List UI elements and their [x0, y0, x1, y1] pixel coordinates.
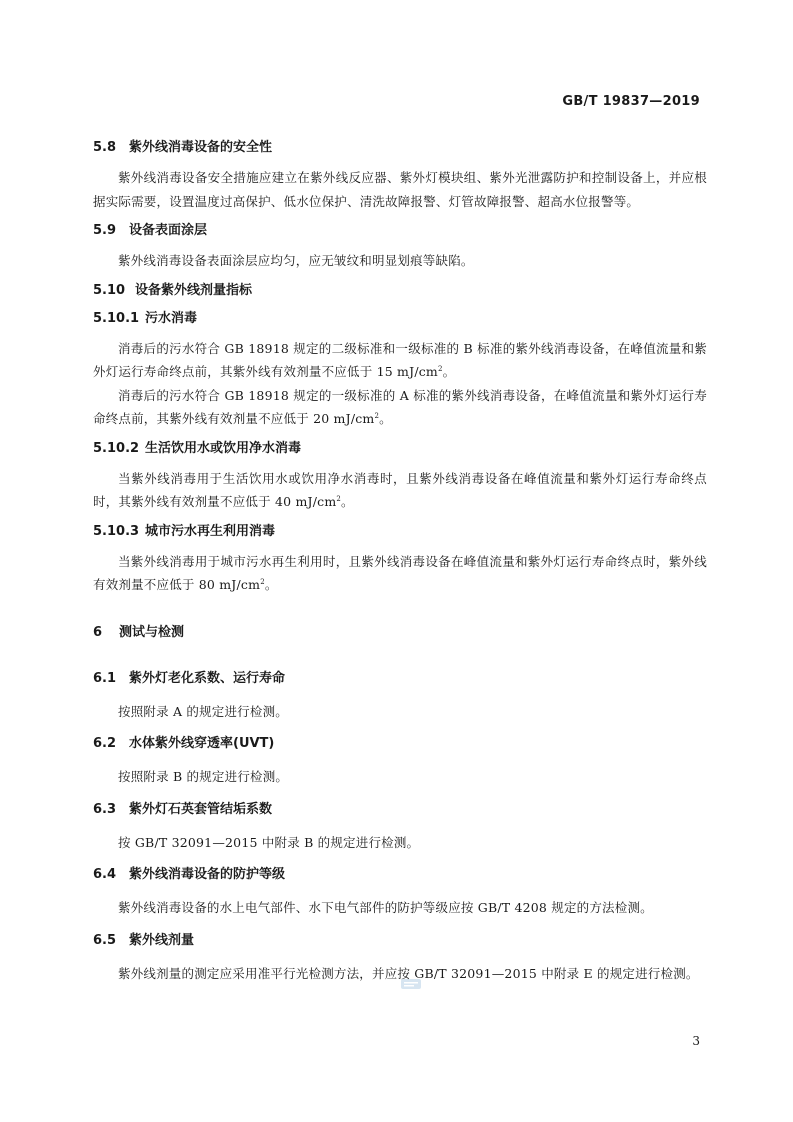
section-number: 6.1	[93, 670, 117, 686]
chapter-heading-6	[93, 623, 707, 643]
paragraph: 消毒后的污水符合 GB 18918 规定的一级标准的 A 标准的紫外线消毒设备，在峰值流量和紫外灯运行寿命终点前，其紫外线有效剂量不应低于 20 $mJ/cm^2$。	[93, 387, 707, 426]
section-title: 紫外线消毒设备的防护等级	[129, 867, 286, 882]
section-number: 5.10.3	[93, 523, 140, 539]
section-heading-6-3	[93, 800, 707, 820]
page-number: 3	[692, 1034, 700, 1048]
section-heading-5-10-3	[93, 522, 707, 542]
paragraph: 按照附录 A 的规定进行检测。	[118, 703, 288, 719]
section-heading-5-8	[93, 138, 707, 158]
section-title: 城市污水再生利用消毒	[145, 523, 276, 539]
section-number: 5.8	[93, 140, 117, 155]
document-body	[93, 138, 707, 985]
standard-number-header: GB/T 19837—2019	[562, 94, 700, 109]
section-heading-6-2	[93, 734, 707, 754]
chapter-title: 测试与检测	[119, 624, 185, 640]
section-title: 紫外线剂量	[129, 932, 195, 948]
section-title: 污水消毒	[145, 310, 198, 326]
section-number: 5.10.2	[93, 440, 140, 456]
paragraph: 按 GB/T 32091—2015 中附录 B 的规定进行检测。	[118, 834, 420, 850]
section-heading-5-10	[93, 281, 707, 301]
section-heading-6-1	[93, 669, 707, 689]
section-heading-6-5	[93, 931, 707, 951]
section-number: 6.5	[93, 932, 117, 948]
section-number: 6.4	[93, 867, 117, 882]
paragraph: 按照附录 B 的规定进行检测。	[118, 769, 289, 784]
paragraph: 当紫外线消毒用于生活饮用水或饮用净水消毒时，且紫外线消毒设备在峰值流量和紫外灯运行寿命终点时，其紫外线有效剂量不应低于 40 $mJ/cm^2$。	[93, 470, 707, 509]
paragraph: 紫外线消毒设备安全措施应建立在紫外线反应器、紫外灯模块组、紫外光泄露防护和控制设备上，并应根据实际需要，设置温度过高保护、低水位保护、清洗故障报警、灯管故障报警、超高水位报警等。	[93, 170, 707, 209]
section-heading-5-9	[93, 221, 707, 241]
section-title: 紫外灯石英套管结垢系数	[129, 801, 273, 817]
paragraph: 消毒后的污水符合 GB 18918 规定的二级标准和一级标准的 B 标准的紫外线消毒设备，在峰值流量和紫外灯运行寿命终点前，其紫外线有效剂量不应低于 15 $mJ/cm^2$。	[93, 340, 707, 379]
section-title: 紫外线消毒设备的安全性	[129, 140, 273, 155]
section-number: 5.10	[93, 282, 126, 298]
section-number: 6.2	[93, 736, 117, 751]
section-heading-5-10-2	[93, 439, 707, 459]
chapter-number: 6	[93, 624, 103, 640]
section-title: 设备紫外线剂量指标	[135, 282, 253, 298]
paragraph: 紫外线消毒设备表面涂层应均匀，应无皱纹和明显划痕等缺陷。	[118, 253, 474, 268]
stamp-watermark-icon	[400, 978, 422, 990]
section-number: 6.3	[93, 801, 117, 817]
section-title: 紫外灯老化系数、运行寿命	[129, 670, 286, 686]
section-title: 水体紫外线穿透率(UVT)	[129, 736, 275, 751]
section-number: 5.10.1	[93, 310, 140, 326]
section-title: 设备表面涂层	[129, 223, 208, 238]
paragraph: 紫外线剂量的测定应采用准平行光检测方法，并应按 GB/T 32091—2015 中附录 E 的规定进行检测。	[118, 965, 699, 981]
section-title: 生活饮用水或饮用净水消毒	[145, 440, 302, 456]
paragraph: 当紫外线消毒用于城市污水再生利用时，且紫外线消毒设备在峰值流量和紫外灯运行寿命终点时，紫外线有效剂量不应低于 80 $mJ/cm^2$。	[93, 553, 707, 592]
paragraph: 紫外线消毒设备的水上电气部件、水下电气部件的防护等级应按 GB/T 4208 规定的方法检测。	[118, 900, 653, 915]
section-number: 5.9	[93, 223, 117, 238]
section-heading-5-10-1	[93, 309, 707, 329]
section-heading-6-4	[93, 865, 707, 885]
